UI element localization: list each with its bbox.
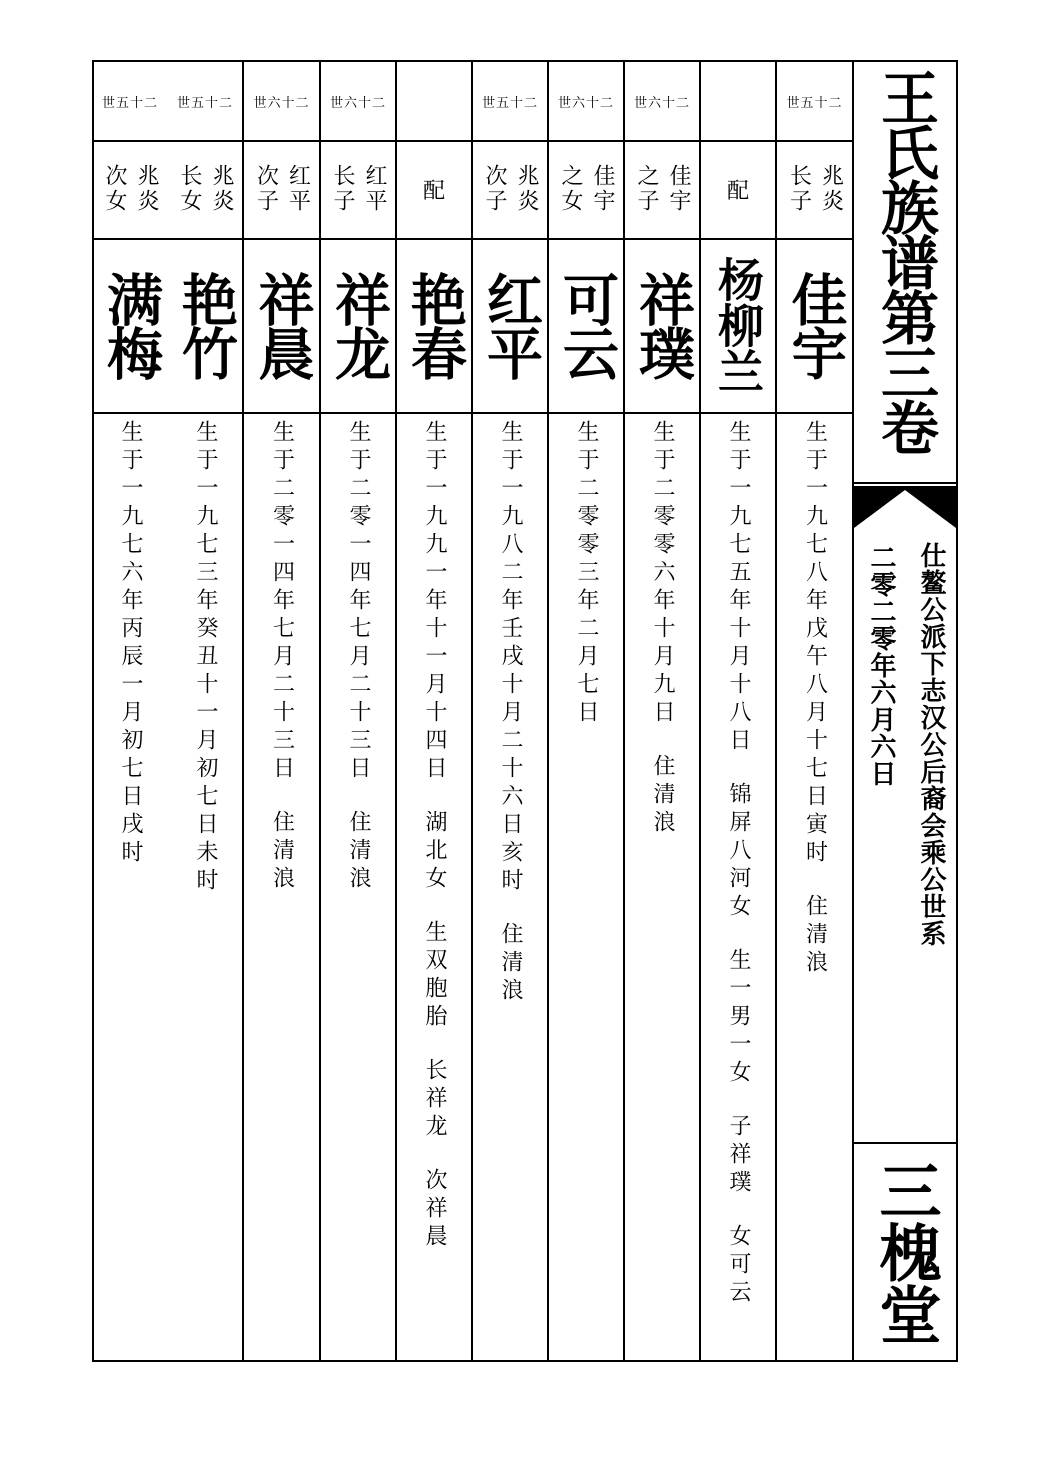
generation-cell <box>397 62 471 142</box>
person-name: 红平 <box>478 271 543 379</box>
name-cell <box>701 238 775 414</box>
bio-text: 生于一九七八年戊午八月十七日寅时 住清浪 <box>802 420 828 978</box>
generation-cell <box>701 62 775 142</box>
generation-cell: 世六十二 <box>625 62 699 142</box>
bio-text: 生于一九七三年癸丑十一月初七日未时 <box>193 420 218 896</box>
banner-ornament-shape <box>854 486 956 530</box>
relation-cell <box>244 140 319 240</box>
generation-cell: 世五十二 <box>777 62 852 142</box>
name-cell <box>168 238 242 414</box>
bio-text: 生于一九七六年丙辰一月初七日戌时 <box>118 420 143 868</box>
entry-column <box>625 62 701 1360</box>
side-panel <box>854 62 956 1360</box>
person-name: 可云 <box>554 271 619 379</box>
bio-cell <box>777 412 852 1360</box>
bio-cell <box>92 412 168 1360</box>
name-cell <box>92 238 168 414</box>
generation-cell: 世五十二 <box>168 62 242 142</box>
relation-cell <box>168 140 242 240</box>
bio-cell <box>168 412 242 1360</box>
entry-column <box>321 62 397 1360</box>
name-cell <box>321 238 395 414</box>
person-name: 艳春 <box>402 271 467 379</box>
volume-title <box>854 62 956 484</box>
entry-column <box>397 62 473 1360</box>
relation-cell <box>321 140 395 240</box>
entry-column <box>473 62 549 1360</box>
generation-cell: 世五十二 <box>473 62 547 142</box>
lineage-panel <box>854 532 956 1144</box>
entry-column <box>701 62 777 1360</box>
name-cell <box>397 238 471 414</box>
bio-cell <box>549 412 623 1360</box>
lineage-text: 仕鳌公派下志汉公后裔会乘公世系 <box>916 542 946 947</box>
relation-text: 佳宇 之女 <box>558 164 615 214</box>
bio-cell <box>244 412 319 1360</box>
banner-ornament <box>854 486 956 530</box>
bio-text: 生于一九九一年十一月十四日 湖北女 生双胞胎 长祥龙 次祥晨 <box>422 420 447 1252</box>
name-cell <box>549 238 623 414</box>
name-cell <box>244 238 319 414</box>
relation-cell <box>777 140 852 240</box>
relation-text: 红平 长子 <box>330 164 387 214</box>
volume-title-text: 王氏族谱第三卷 <box>871 68 939 453</box>
bio-text: 生于一九七五年十月十八日 锦屏八河女 生一男一女 子祥璞 女可云 <box>726 420 751 1308</box>
bio-text: 生于二零零三年二月七日 <box>574 420 599 728</box>
entry-column <box>244 62 321 1360</box>
person-name: 佳宇 <box>782 271 848 379</box>
relation-cell <box>397 140 471 240</box>
hall-name <box>854 1144 956 1360</box>
person-name: 祥龙 <box>326 271 391 379</box>
bio-text: 生于二零一四年七月二十三日 住清浪 <box>269 420 295 894</box>
relation-cell <box>625 140 699 240</box>
name-cell <box>473 238 547 414</box>
relation-text: 兆炎 次女 <box>102 164 159 214</box>
genealogy-page <box>92 60 958 1362</box>
relation-text: 兆炎 长女 <box>177 164 234 214</box>
relation-text: 配 <box>726 178 749 204</box>
bio-text: 生于二零零六年十月九日 住清浪 <box>650 420 675 838</box>
bio-cell <box>701 412 775 1360</box>
relation-cell <box>473 140 547 240</box>
entry-column <box>777 62 854 1360</box>
name-cell <box>625 238 699 414</box>
generation-cell: 世五十二 <box>92 62 168 142</box>
date-text: 二零二零年六月六日 <box>866 544 896 787</box>
entry-column <box>168 62 244 1360</box>
relation-text: 兆炎 次子 <box>482 164 539 214</box>
person-name: 满梅 <box>98 271 163 379</box>
relation-cell <box>549 140 623 240</box>
entry-column <box>92 62 168 1360</box>
bio-text: 生于一九八二年壬戌十月二十六日亥时 住清浪 <box>498 420 523 1006</box>
bio-cell <box>473 412 547 1360</box>
person-name: 祥璞 <box>630 271 695 379</box>
generation-cell: 世六十二 <box>321 62 395 142</box>
relation-text: 红平 次子 <box>253 164 311 214</box>
hall-name-text: 三槐堂 <box>869 1159 942 1345</box>
relation-cell <box>701 140 775 240</box>
bio-cell <box>397 412 471 1360</box>
generation-cell: 世六十二 <box>549 62 623 142</box>
relation-text: 佳宇 之子 <box>634 164 691 214</box>
bio-text: 生于二零一四年七月二十三日 住清浪 <box>346 420 371 894</box>
person-name: 艳竹 <box>173 271 238 379</box>
relation-text: 配 <box>422 178 445 204</box>
person-name: 祥晨 <box>249 271 315 379</box>
entry-column <box>549 62 625 1360</box>
relation-cell <box>92 140 168 240</box>
name-cell <box>777 238 852 414</box>
relation-text: 兆炎 长子 <box>786 164 844 214</box>
bio-cell <box>625 412 699 1360</box>
bio-cell <box>321 412 395 1360</box>
person-name: 杨柳兰 <box>711 256 765 394</box>
generation-cell: 世六十二 <box>244 62 319 142</box>
